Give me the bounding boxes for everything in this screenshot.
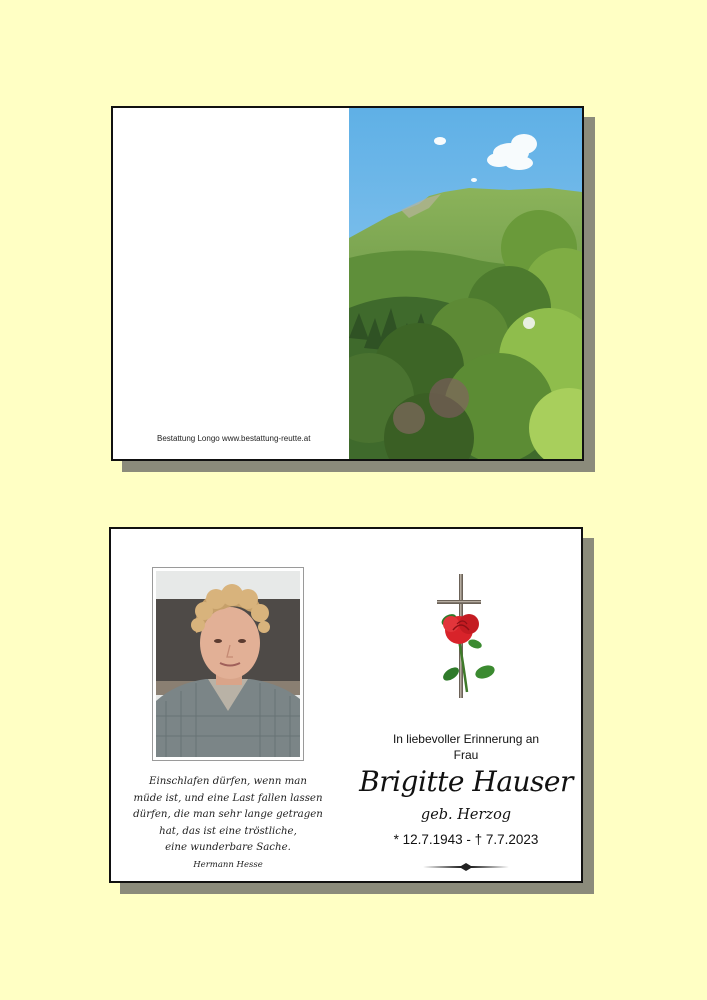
- funeral-home-credit: Bestattung Longo www.bestattung-reutte.at: [157, 434, 311, 443]
- salutation: Frau: [453, 748, 479, 762]
- maiden-name: geb. Herzog: [420, 807, 512, 823]
- portrait-photo: [152, 567, 304, 761]
- memorial-poem: [123, 774, 333, 873]
- cross-with-rose-icon: [429, 572, 501, 707]
- memory-line: [366, 731, 566, 763]
- poem-author: Hermann Hesse: [193, 859, 263, 870]
- poem-line: Einschlafen dürfen, wenn man: [149, 776, 307, 787]
- deceased-name: Brigitte Hauser: [359, 765, 573, 798]
- mountain-landscape-photo: [349, 108, 582, 459]
- ornament-divider: [423, 858, 509, 876]
- poem-line: müde ist, und eine Last fallen lassen: [133, 792, 323, 804]
- card-front-blank-panel: [113, 108, 349, 459]
- poem-line: dürfen, die man sehr lange getragen: [133, 809, 323, 820]
- poem-line: eine wunderbare Sache.: [165, 842, 291, 853]
- card-inside: [109, 527, 583, 883]
- card-front: [111, 106, 584, 461]
- poem-line: hat, das ist eine tröstliche,: [159, 825, 297, 837]
- life-dates: * 12.7.1943 - † 7.7.2023: [393, 832, 539, 847]
- memory-text: In liebevoller Erinnerung an: [392, 732, 540, 746]
